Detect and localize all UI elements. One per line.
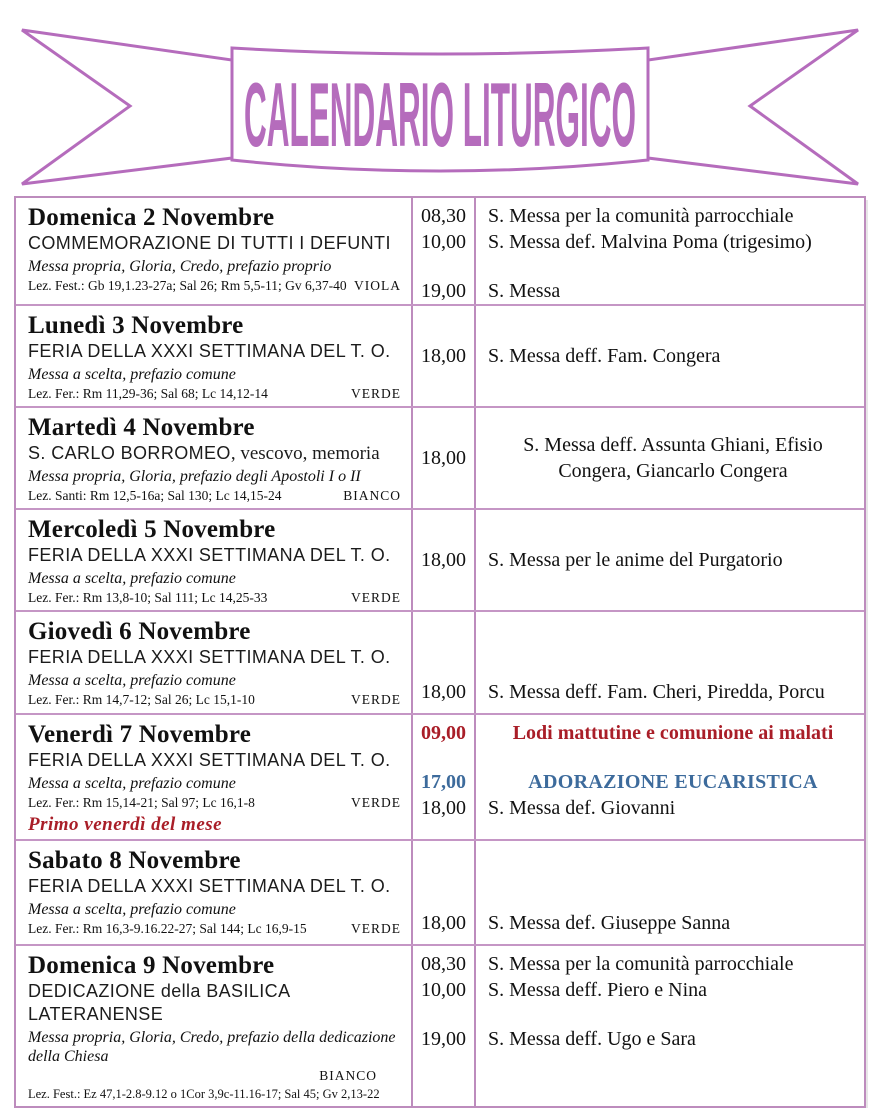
day-lections <box>28 385 405 403</box>
description-stack <box>476 715 864 839</box>
day-row <box>16 510 864 612</box>
day-rubric: Messa a scelta, prefazio comune <box>28 775 236 792</box>
day-info-cell <box>16 198 413 304</box>
day-info-cell <box>16 612 413 713</box>
day-rubric: Messa a scelta, prefazio comune <box>28 570 236 587</box>
mass-time: 18,00 <box>421 912 466 934</box>
mass-description: S. Messa deff. Fam. Cheri, Piredda, Porcu <box>488 681 825 703</box>
mass-description: S. Messa per le anime del Purgatorio <box>488 549 783 571</box>
mass-time: 10,00 <box>421 231 466 253</box>
day-subtitle <box>28 442 405 465</box>
mass-description: ADORAZIONE EUCARISTICA <box>528 771 818 793</box>
time-cell <box>413 946 476 1106</box>
liturgical-color-label: VERDE <box>351 921 401 936</box>
day-title: Martedì 4 Novembre <box>28 414 255 441</box>
mass-description: S. Messa per la comunità parrocchiale <box>488 953 794 975</box>
liturgical-color-label: VERDE <box>351 386 401 401</box>
day-subtitle-main: FERIA DELLA XXXI SETTIMANA DEL T. O. <box>28 750 391 770</box>
time-cell <box>413 715 476 839</box>
day-row <box>16 612 864 715</box>
liturgical-color-label: VIOLA <box>354 278 401 293</box>
time-cell <box>413 306 476 406</box>
day-lections-text: Lez. Fer.: Rm 11,29-36; Sal 68; Lc 14,12-14 <box>28 386 268 401</box>
calendar-table <box>14 196 866 1108</box>
day-info-cell <box>16 841 413 944</box>
time-stack <box>413 612 474 713</box>
time-stack <box>413 408 474 508</box>
banner <box>0 0 880 192</box>
day-row <box>16 715 864 841</box>
mass-time: 18,00 <box>421 549 466 571</box>
day-title: Mercoledì 5 Novembre <box>28 516 276 543</box>
time-stack <box>413 715 474 839</box>
day-lections-text: Lez. Fer.: Rm 13,8-10; Sal 111; Lc 14,25-33 <box>28 590 268 605</box>
day-lections <box>28 794 405 812</box>
mass-time: 17,00 <box>421 771 466 793</box>
time-stack <box>413 198 474 304</box>
day-lections-text: Lez. Fest.: Gb 19,1.23-27a; Sal 26; Rm 5,5-11; Gv 6,37-40 <box>28 278 347 293</box>
day-subtitle-main: FERIA DELLA XXXI SETTIMANA DEL T. O. <box>28 341 391 361</box>
description-stack <box>476 198 864 304</box>
mass-time: 09,00 <box>421 722 466 744</box>
day-subtitle-main: COMMEMORAZIONE DI TUTTI I DEFUNTI <box>28 233 391 253</box>
day-subtitle <box>28 340 405 363</box>
banner-ribbon <box>0 0 880 192</box>
liturgical-color-label: VERDE <box>351 692 401 707</box>
day-lections <box>28 589 405 607</box>
mass-time: 18,00 <box>421 345 466 367</box>
mass-description: Lodi mattutine e comunione ai malati <box>512 722 834 744</box>
day-lections-text: Lez. Santi: Rm 12,5-16a; Sal 130; Lc 14,15-24 <box>28 488 282 503</box>
day-row <box>16 408 864 510</box>
time-cell <box>413 198 476 304</box>
banner-title: CALENDARIO LITURGICO <box>244 64 636 166</box>
description-stack <box>476 946 864 1106</box>
day-title: Lunedì 3 Novembre <box>28 312 244 339</box>
mass-time: 18,00 <box>421 797 466 819</box>
mass-description: S. Messa deff. Ugo e Sara <box>488 1028 696 1050</box>
liturgical-color-label: VERDE <box>351 590 401 605</box>
mass-time: 18,00 <box>421 681 466 703</box>
mass-time: 19,00 <box>421 1028 466 1050</box>
day-title: Venerdì 7 Novembre <box>28 721 252 748</box>
time-stack <box>413 946 474 1106</box>
description-stack <box>476 612 864 713</box>
day-info-cell <box>16 408 413 508</box>
description-cell <box>476 612 864 713</box>
day-title: Domenica 2 Novembre <box>28 204 275 231</box>
banner-right-tail <box>648 30 858 184</box>
day-subtitle-tail: , vescovo, memoria <box>230 443 380 464</box>
mass-description: S. Messa deff. Fam. Congera <box>488 345 721 367</box>
day-lections <box>28 920 405 938</box>
day-lections-text: Lez. Fer.: Rm 15,14-21; Sal 97; Lc 16,1-8 <box>28 795 255 810</box>
description-cell <box>476 198 864 304</box>
day-rubric: Messa propria, Gloria, Credo, prefazio proprio <box>28 258 332 275</box>
description-stack <box>476 408 864 508</box>
time-cell <box>413 510 476 610</box>
day-note: Primo venerdì del mese <box>28 814 223 835</box>
day-subtitle-main: DEDICAZIONE della BASILICA LATERANENSE <box>28 981 290 1024</box>
liturgical-color-label: VERDE <box>351 795 401 810</box>
mass-time: 18,00 <box>421 447 466 469</box>
day-info-cell <box>16 306 413 406</box>
day-subtitle <box>28 980 405 1026</box>
description-cell <box>476 510 864 610</box>
day-lections-text: Lez. Fer.: Rm 14,7-12; Sal 26; Lc 15,1-10 <box>28 692 255 707</box>
day-row <box>16 946 864 1106</box>
mass-description: S. Messa per la comunità parrocchiale <box>488 205 794 227</box>
day-info-cell <box>16 510 413 610</box>
day-subtitle <box>28 875 405 898</box>
day-subtitle <box>28 232 405 255</box>
day-title: Domenica 9 Novembre <box>28 952 275 979</box>
day-lections <box>28 277 405 295</box>
day-row <box>16 198 864 306</box>
day-lections <box>28 691 405 709</box>
description-stack <box>476 510 864 610</box>
description-stack <box>476 841 864 944</box>
mass-description: S. Messa def. Giuseppe Sanna <box>488 912 731 934</box>
banner-left-tail <box>22 30 232 184</box>
description-cell <box>476 946 864 1106</box>
day-row <box>16 841 864 946</box>
description-cell <box>476 841 864 944</box>
description-cell <box>476 408 864 508</box>
time-cell <box>413 408 476 508</box>
day-lections-text: Lez. Fest.: Ez 47,1-2.8-9.12 o 1Cor 3,9c-11.16-17; Sal 45; Gv 2,13-22 <box>28 1087 380 1101</box>
day-lections <box>28 1067 405 1103</box>
day-rubric: Messa propria, Gloria, prefazio degli Apostoli I o II <box>28 468 361 485</box>
mass-description: S. Messa deff. Piero e Nina <box>488 979 708 1001</box>
day-rubric: Messa a scelta, prefazio comune <box>28 366 236 383</box>
day-lections-text: Lez. Fer.: Rm 16,3-9.16.22-27; Sal 144; Lc 16,9-15 <box>28 921 307 936</box>
day-rubric: Messa a scelta, prefazio comune <box>28 901 236 918</box>
day-info-cell <box>16 715 413 839</box>
day-subtitle <box>28 544 405 567</box>
mass-time: 10,00 <box>421 979 466 1001</box>
day-title: Giovedì 6 Novembre <box>28 618 251 645</box>
mass-time: 08,30 <box>421 205 466 227</box>
time-stack <box>413 510 474 610</box>
day-subtitle-main: FERIA DELLA XXXI SETTIMANA DEL T. O. <box>28 647 391 667</box>
day-subtitle-main: S. CARLO BORROMEO <box>28 443 231 463</box>
liturgical-color-label: BIANCO <box>319 1068 377 1083</box>
time-cell <box>413 612 476 713</box>
day-subtitle-main: FERIA DELLA XXXI SETTIMANA DEL T. O. <box>28 876 391 896</box>
day-info-cell <box>16 946 413 1106</box>
day-subtitle <box>28 749 405 772</box>
day-lections <box>28 487 405 505</box>
time-stack <box>413 306 474 406</box>
mass-time: 08,30 <box>421 953 466 975</box>
description-stack <box>476 306 864 406</box>
description-cell <box>476 306 864 406</box>
time-stack <box>413 841 474 944</box>
day-subtitle-main: FERIA DELLA XXXI SETTIMANA DEL T. O. <box>28 545 391 565</box>
mass-description: S. Messa <box>488 280 561 302</box>
mass-description: S. Messa def. Giovanni <box>488 797 676 819</box>
liturgical-color-label: BIANCO <box>343 488 401 503</box>
time-cell <box>413 841 476 944</box>
description-cell <box>476 715 864 839</box>
day-row <box>16 306 864 408</box>
day-rubric: Messa a scelta, prefazio comune <box>28 672 236 689</box>
mass-time: 19,00 <box>421 280 466 302</box>
mass-description: S. Messa deff. Assunta Ghiani, Efisio Congera, Giancarlo Congera <box>523 434 823 482</box>
day-title: Sabato 8 Novembre <box>28 847 241 874</box>
day-rubric: Messa propria, Gloria, Credo, prefazio della dedicazione della Chiesa <box>28 1029 396 1065</box>
day-subtitle <box>28 646 405 669</box>
mass-description: S. Messa def. Malvina Poma (trigesimo) <box>488 231 812 253</box>
